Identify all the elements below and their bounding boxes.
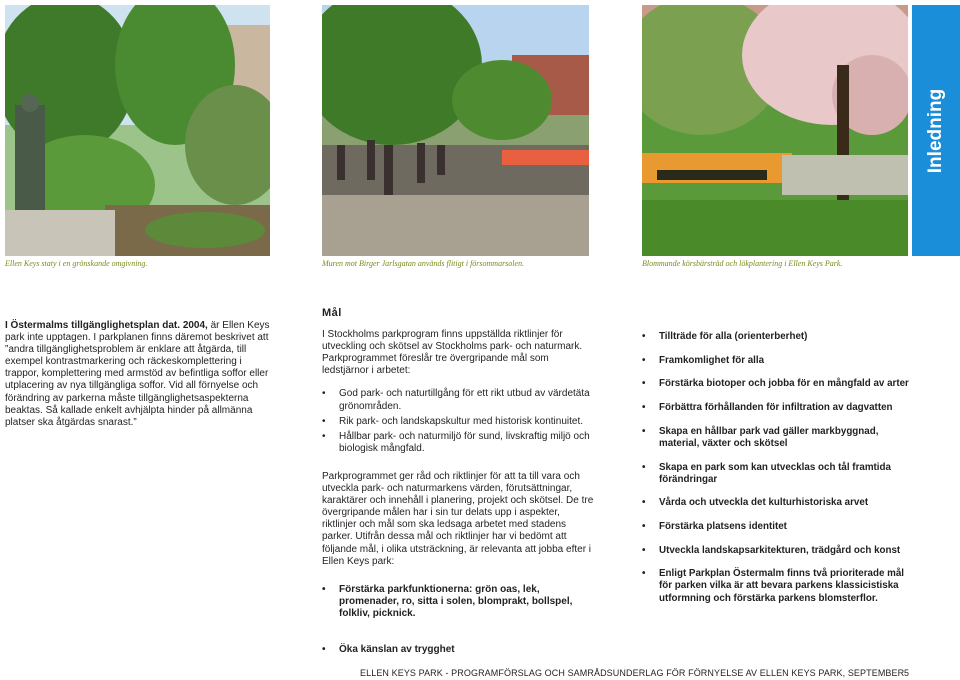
- page-footer: ELLEN KEYS PARK - PROGRAMFÖRSLAG OCH SAMRÅDSUNDERLAG FÖR FÖRNYELSE AV ELLEN KEYS PARK, SEPTEMBER: [360, 668, 905, 678]
- accessibility-text: är Ellen Keys park inte upptagen. I parkplanen finns däremot beskrivet att ”andra tillgänglighetsproblem är enklare att åtgärda, till exempel kontrastmarkering och räckeskomplettering i trappor, komplettering med armstöd av befintliga soffor eller utplacering av nya tillgängliga soffor. Vid all förnyelse och förändring av parkerna måste tillgänglighetsaspekterna beaktas. Så kallade enkelt avhjälpta hinder på allmänna platser ska åtgärdas snarast.”: [5, 320, 270, 428]
- list-item: • Framkomlighet för alla: [642, 355, 912, 367]
- section-heading: Mål: [322, 307, 342, 319]
- list-item: • Vårda och utveckla det kulturhistoriska arvet: [642, 497, 912, 509]
- column-accessibility: [5, 320, 273, 429]
- list-item: • Rik park- och landskapskultur med historisk kontinuitet.: [322, 416, 597, 428]
- column-goals: [322, 307, 597, 680]
- accessibility-lead: I Östermalms tillgänglighetsplan dat. 2004,: [5, 320, 208, 331]
- list-item: • God park- och naturtillgång för ett rikt utbud av värdetäta grönområden.: [322, 388, 597, 412]
- photo-wall: [322, 5, 589, 256]
- list-item: • Förstärka parkfunktionerna: grön oas, lek, promenader, ro, sitta i solen, blomprakt, bollspel, folkliv, picknick.: [322, 584, 597, 620]
- goals-intro: I Stockholms parkprogram finns uppställda riktlinjer för utveckling och skötsel av Stockholms park- och naturmark. Parkprogrammet föreslår tre övergripande mål som ledstjärnor i arbetet:: [322, 329, 583, 377]
- photo-cherry-trees: [642, 5, 908, 256]
- column-aims: [642, 331, 912, 616]
- list-item: • Skapa en park som kan utvecklas och tål framtida förändringar: [642, 462, 912, 486]
- list-item: • Öka känslan av trygghet: [322, 644, 597, 656]
- list-item: • Förstärka platsens identitet: [642, 521, 912, 533]
- list-item: • Förstärka biotoper och jobba för en mångfald av arter: [642, 378, 912, 390]
- goals-list: [322, 388, 597, 454]
- section-tab: [912, 5, 960, 256]
- aims-list: [642, 331, 912, 605]
- page-number: 5: [904, 668, 910, 678]
- list-item: • Förbättra förhållanden för infiltration av dagvatten: [642, 402, 912, 414]
- list-item: • Utveckla landskapsarkitekturen, trädgård och konst: [642, 545, 912, 557]
- park-aims-list: [322, 584, 597, 656]
- photo-caption: Muren mot Birger Jarlsgatan används flitigt i försommarsolen.: [322, 259, 525, 268]
- photo-caption: Ellen Keys staty i en grönskande omgivning.: [5, 259, 148, 268]
- list-item: • Hållbar park- och naturmiljö för sund, livskraftig miljö och biologisk mångfald.: [322, 431, 597, 455]
- list-item: • Enligt Parkplan Östermalm finns två prioriterade mål för parken vilka är att bevara parkens klassicistiska utformning och förstärka parkens blomsterflor.: [642, 568, 912, 604]
- accessibility-paragraph: [5, 320, 273, 429]
- guidelines-paragraph: Parkprogrammet ger råd och riktlinjer för att ta till vara och utveckla park- och naturmarkens värden, förutsättningar, karaktärer och innehåll i planering, projekt och skötsel. De tre övergripande målen har i sin tur delats upp i aspekter, riktlinjer och mål som ska ledsaga arbetet med stadens parker. Utifrån dessa mål och riktlinjer har vi bedömt att följande mål, i olika utsträckning, är relevanta att jobba efter i Ellen Keys park:: [322, 470, 594, 567]
- list-item: • Skapa en hållbar park vad gäller markbyggnad, material, växter och skötsel: [642, 426, 912, 450]
- section-tab-label: Inledning: [925, 88, 946, 173]
- photo-caption: Blommande körsbärsträd och lökplantering i Ellen Keys Park.: [642, 259, 843, 268]
- list-item: • Tillträde för alla (orienterberhet): [642, 331, 912, 343]
- photo-statue: [5, 5, 270, 256]
